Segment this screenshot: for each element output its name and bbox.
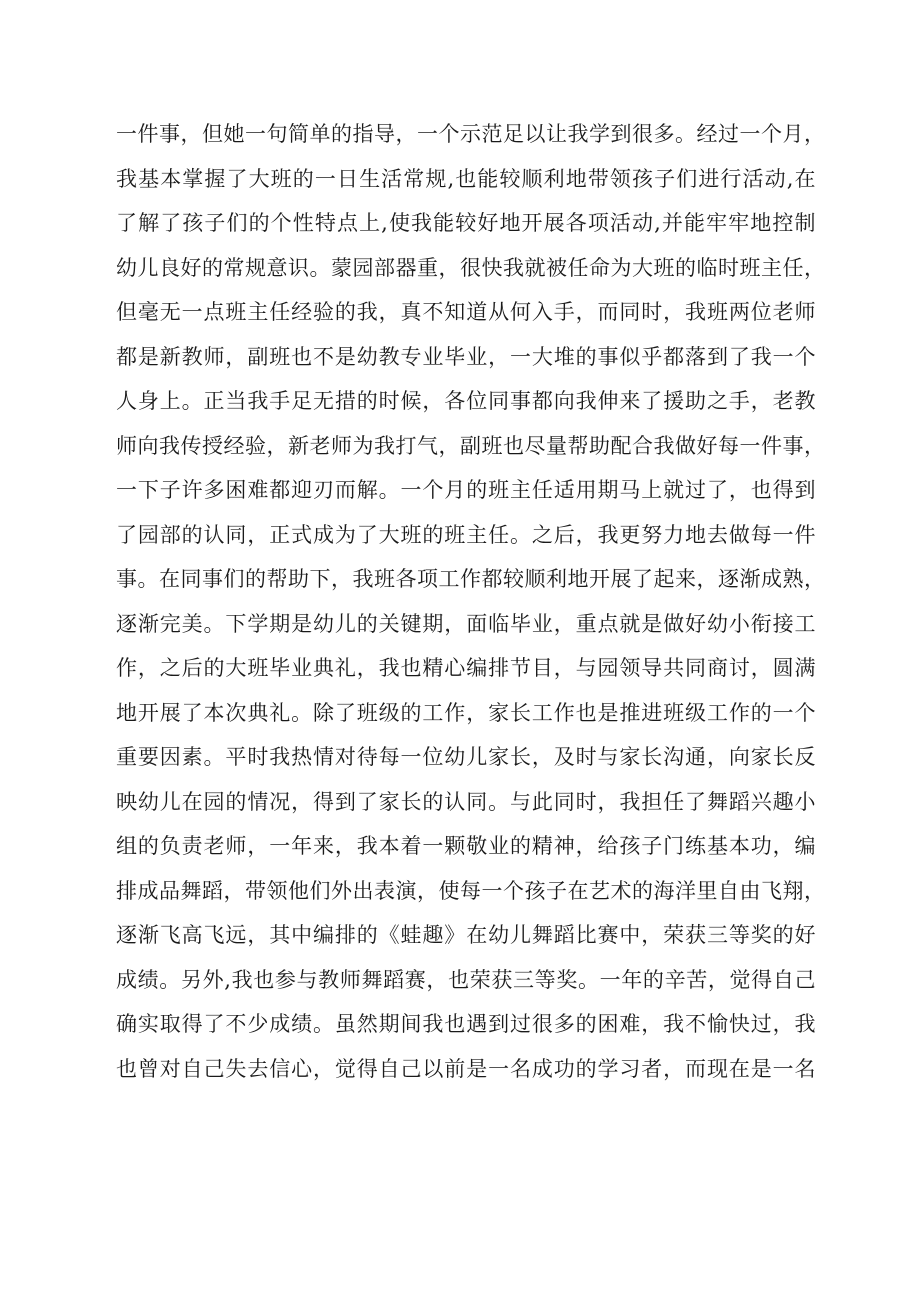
text-line-1: 一件事，但她一句简单的指导，一个示范足以让我学到很多。经过一个月， — [116, 122, 826, 146]
text-line-6: 都是新教师，副班也不是幼教专业毕业，一大堆的事似乎都落到了我一个 — [116, 344, 816, 369]
text-line-21: 确实取得了不少成绩。虽然期间我也遇到过很多的困难，我不愉快过，我 — [116, 1012, 816, 1036]
text-line-12: 逐渐完美。下学期是幼儿的关键期，面临毕业，重点就是做好幼小衔接工 — [116, 611, 816, 636]
text-line-14: 地开展了本次典礼。除了班级的工作，家长工作也是推进班级工作的一个 — [116, 700, 816, 725]
text-line-20: 成绩。另外,我也参与教师舞蹈赛，也荣获三等奖。一年的辛苦，觉得自己 — [116, 967, 816, 992]
text-line-15: 重要因素。平时我热情对待每一位幼儿家长，及时与家长沟通，向家长反 — [116, 745, 816, 769]
text-line-11: 事。在同事们的帮助下，我班各项工作都较顺利地开展了起来，逐渐成熟， — [116, 567, 826, 591]
text-line-19: 逐渐飞高飞远，其中编排的《蛙趣》在幼儿舞蹈比赛中，荣获三等奖的好 — [116, 923, 816, 947]
text-line-22: 也曾对自己失去信心，觉得自己以前是一名成功的学习者，而现在是一名 — [116, 1056, 816, 1081]
text-line-10: 了园部的认同，正式成为了大班的班主任。之后，我更努力地去做每一件 — [116, 522, 816, 547]
text-line-7: 人身上。正当我手足无措的时候，各位同事都向我伸来了援助之手，老教 — [116, 389, 816, 413]
text-line-13: 作，之后的大班毕业典礼，我也精心编排节目，与园领导共同商讨，圆满 — [116, 656, 816, 680]
body-text — [116, 112, 826, 1091]
text-line-9: 一下子许多困难都迎刃而解。一个月的班主任适用期马上就过了，也得到 — [116, 478, 816, 502]
text-line-3: 了解了孩子们的个性特点上,使我能较好地开展各项活动,并能牢牢地控制 — [116, 211, 816, 235]
text-line-18: 排成品舞蹈，带领他们外出表演，使每一个孩子在艺术的海洋里自由飞翔， — [116, 878, 826, 903]
text-line-16: 映幼儿在园的情况，得到了家长的认同。与此同时，我担任了舞蹈兴趣小 — [116, 789, 816, 814]
text-line-5: 但毫无一点班主任经验的我，真不知道从何入手，而同时，我班两位老师 — [116, 300, 816, 324]
text-line-2: 我基本掌握了大班的一日生活常规,也能较顺利地带领孩子们进行活动,在 — [116, 166, 816, 191]
text-line-4: 幼儿良好的常规意识。蒙园部器重，很快我就被任命为大班的临时班主任， — [116, 255, 826, 280]
text-line-8: 师向我传授经验，新老师为我打气，副班也尽量帮助配合我做好每一件事， — [116, 433, 826, 458]
text-line-17: 组的负责老师，一年来，我本着一颗敬业的精神，给孩子门练基本功，编 — [116, 834, 816, 858]
